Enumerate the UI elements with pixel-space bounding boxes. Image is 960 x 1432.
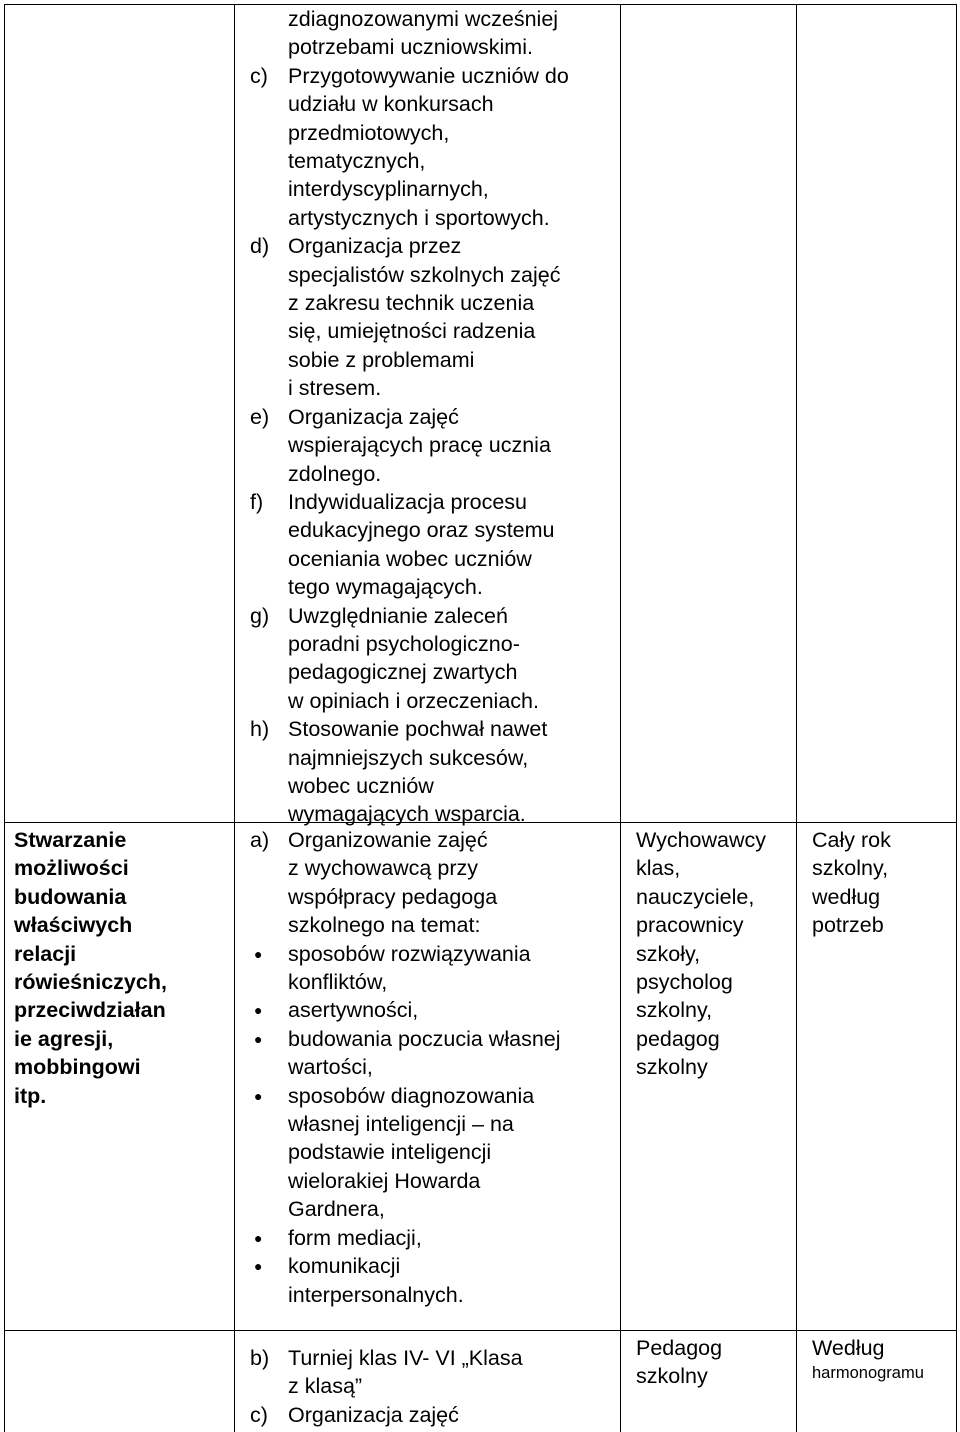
text-line: artystycznych i sportowych.: [288, 205, 550, 230]
list-marker: a): [250, 828, 270, 852]
text-line: z klasą”: [288, 1374, 363, 1399]
text-line: udziału w konkursach: [288, 92, 494, 117]
bullet-icon: ●: [254, 1229, 263, 1246]
list-item-text: [288, 1344, 618, 1401]
table-border-right: [956, 4, 957, 1432]
bullet-text: [288, 1082, 618, 1224]
deadline-line: Według: [812, 1336, 885, 1360]
text-line: podstawie inteligencji: [288, 1140, 492, 1165]
text-line: wymagających wsparcia.: [288, 802, 526, 827]
text-line: Organizacja zajęć: [288, 404, 459, 429]
bullet-item: [250, 940, 618, 997]
text-line: edukacyjnego oraz systemu: [288, 518, 555, 543]
list-marker: f): [250, 489, 264, 514]
row2-task-cell: [14, 826, 229, 1110]
row2-action-list: [250, 826, 618, 940]
text-line: Organizacja przez: [288, 234, 462, 259]
text-line: według: [812, 884, 881, 909]
text-line: tematycznych,: [288, 149, 426, 174]
bullet-item: [250, 1025, 618, 1082]
text-line: Wychowawcy: [636, 828, 767, 852]
text-line: najmniejszych sukcesów,: [288, 745, 529, 770]
bullet-text: [288, 1025, 618, 1082]
list-item: [250, 62, 618, 232]
text-line: itp.: [14, 1083, 47, 1108]
text-line: Cały rok: [812, 828, 891, 852]
text-line: ie agresji,: [14, 1026, 114, 1051]
bullet-text: [288, 1224, 618, 1252]
list-item: [250, 602, 618, 716]
text-line: wielorakiej Howarda: [288, 1168, 481, 1193]
text-line: poradni psychologiczno-: [288, 631, 520, 656]
text-line: pedagogicznej zwartych: [288, 660, 518, 685]
text-line: potrzeb: [812, 913, 884, 938]
responsible-persons: [636, 1334, 791, 1391]
text-line: oceniania wobec uczniów: [288, 546, 532, 571]
text-line: szkolny: [636, 1055, 708, 1080]
list-item-text: [288, 1401, 618, 1429]
text-line: Stwarzanie: [14, 828, 127, 852]
list-marker: d): [250, 234, 270, 259]
text-line: komunikacji: [288, 1254, 401, 1279]
bullet-item: [250, 1252, 618, 1309]
list-marker: e): [250, 404, 270, 429]
table-column-divider: [234, 4, 235, 1432]
list-marker: c): [250, 1402, 268, 1427]
deadline-line: harmonogramu: [812, 1364, 924, 1383]
table-border-left: [4, 4, 5, 1432]
bullet-list: [250, 940, 618, 1309]
bullet-icon: ●: [254, 1030, 263, 1047]
text-line: w opiniach i orzeczeniach.: [288, 688, 539, 713]
text-line: Pedagog: [636, 1336, 723, 1360]
list-item: [250, 826, 618, 940]
bullet-icon: ●: [254, 1258, 263, 1275]
list-marker: b): [250, 1346, 270, 1370]
text-line: Indywidualizacja procesu: [288, 489, 528, 514]
text-line: Stosowanie pochwał nawet: [288, 717, 548, 742]
bullet-icon: ●: [254, 1002, 263, 1019]
list-item-text: [288, 826, 618, 940]
text-line: szkolny: [636, 1364, 708, 1389]
list-item-text: [288, 62, 618, 232]
text-line: zdiagnozowanymi wcześniej: [288, 7, 559, 31]
row1-action-list: [250, 5, 618, 829]
text-line: się, umiejętności radzenia: [288, 319, 536, 344]
task-description: [14, 826, 229, 1110]
text-line: Przygotowywanie uczniów do: [288, 63, 569, 88]
list-item: [250, 403, 618, 488]
text-line: tego wymagających.: [288, 575, 483, 600]
bullet-item: [250, 996, 618, 1024]
text-line: budowania: [14, 884, 127, 909]
list-item: [250, 715, 618, 829]
bullet-icon: ●: [254, 1087, 263, 1104]
text-line: współpracy pedagoga: [288, 884, 498, 909]
table-column-divider: [796, 4, 797, 1432]
text-line: z wychowawcą przy: [288, 856, 478, 881]
bullet-text: [288, 940, 618, 997]
text-line: sobie z problemami: [288, 347, 475, 372]
text-line: pracownicy: [636, 913, 744, 938]
text-line: Uwzględnianie zaleceń: [288, 603, 508, 628]
bullet-item: [250, 1082, 618, 1224]
text-line: sposobów rozwiązywania: [288, 941, 531, 966]
text-line: szkolny,: [636, 998, 713, 1023]
list-item-text: [288, 232, 618, 402]
responsible-persons: [636, 826, 791, 1082]
text-line: Gardnera,: [288, 1197, 385, 1222]
text-line: przeciwdziałan: [14, 998, 166, 1023]
text-line: psycholog: [636, 970, 733, 995]
text-line: wspierających pracę ucznia: [288, 433, 551, 458]
text-line: właściwych: [14, 913, 133, 938]
row3-actions-cell: [250, 1344, 618, 1429]
list-item-text: [288, 488, 618, 602]
list-item: [250, 488, 618, 602]
row2-who-cell: [636, 826, 791, 1082]
bullet-icon: ●: [254, 945, 263, 962]
list-marker: c): [250, 63, 268, 88]
list-item-text: [288, 602, 618, 716]
text-line: możliwości: [14, 856, 129, 881]
bullet-item: [250, 1224, 618, 1252]
list-item-text: [288, 715, 618, 829]
text-line: budowania poczucia własnej: [288, 1026, 561, 1051]
list-item: [250, 232, 618, 402]
row2-when-cell: [812, 826, 952, 940]
table-column-divider: [620, 4, 621, 1432]
row3-action-list: [250, 1344, 618, 1429]
text-line: relacji: [14, 941, 77, 966]
text-line: sposobów diagnozowania: [288, 1083, 535, 1108]
text-line: konfliktów,: [288, 970, 388, 995]
text-line: własnej inteligencji – na: [288, 1112, 514, 1137]
text-line: wartości,: [288, 1055, 373, 1080]
list-marker: h): [250, 717, 270, 742]
text-line: z zakresu technik uczenia: [288, 291, 535, 316]
text-line: przedmiotowych,: [288, 120, 450, 145]
list-item: [250, 1401, 618, 1429]
text-line: wobec uczniów: [288, 773, 434, 798]
text-line: interpersonalnych.: [288, 1282, 464, 1307]
text-line: i stresem.: [288, 376, 382, 401]
text-line: interdyscyplinarnych,: [288, 177, 489, 202]
list-item-text: [288, 403, 618, 488]
text-line: asertywności,: [288, 998, 419, 1023]
text-line: pedagog: [636, 1026, 720, 1051]
text-line: potrzebami uczniowskimi.: [288, 35, 533, 60]
row1-actions-cell: [250, 5, 618, 829]
row3-when-cell: [812, 1334, 952, 1384]
text-line: Organizacja zajęć: [288, 1402, 459, 1427]
row3-who-cell: [636, 1334, 791, 1391]
row2-actions-cell: [250, 826, 618, 1309]
bullet-text: [288, 996, 618, 1024]
text-line: zdolnego.: [288, 461, 382, 486]
text-line: szkolny,: [812, 856, 889, 881]
text-line: Organizowanie zajęć: [288, 828, 488, 852]
list-item-continuation: [250, 5, 618, 62]
text-line: szkolnego na temat:: [288, 913, 481, 938]
table-row-divider: [4, 1330, 957, 1331]
text-line: Turniej klas IV- VI „Klasa: [288, 1346, 523, 1370]
deadline: [812, 826, 952, 940]
text-line: szkoły,: [636, 941, 701, 966]
list-marker: g): [250, 603, 270, 628]
text-line: nauczyciele,: [636, 884, 755, 909]
text-line: specjalistów szkolnych zajęć: [288, 262, 561, 287]
text-line: form mediacji,: [288, 1225, 422, 1250]
text-line: klas,: [636, 856, 681, 881]
text-line: rówieśniczych,: [14, 970, 167, 995]
list-item: [250, 1344, 618, 1401]
bullet-text: [288, 1252, 618, 1309]
text-line: mobbingowi: [14, 1055, 141, 1080]
